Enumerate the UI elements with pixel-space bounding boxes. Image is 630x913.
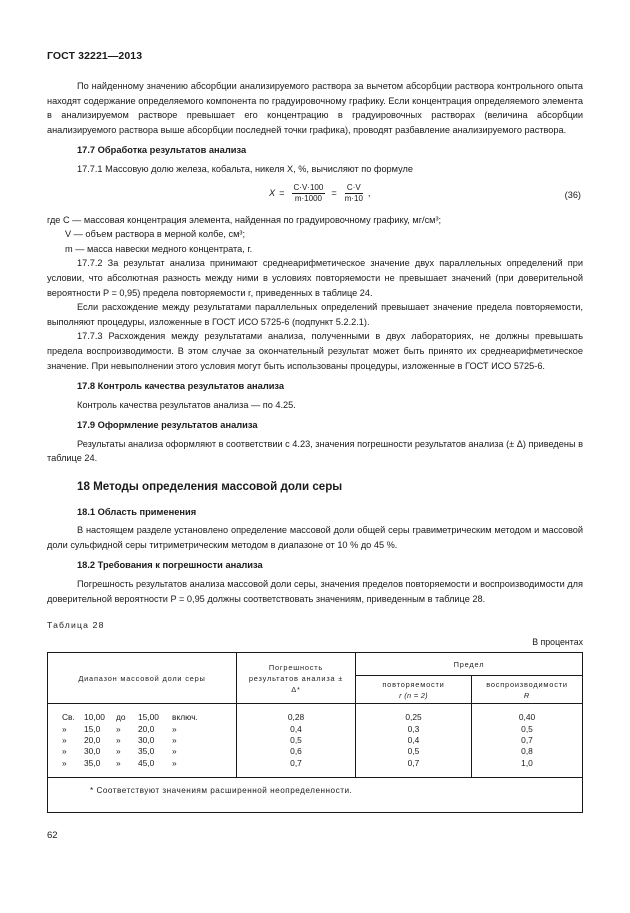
section-18-title: 18 Методы определения массовой доли серы: [77, 480, 343, 494]
range-to: 30,0: [138, 735, 155, 745]
error-value: 0,7: [290, 757, 302, 768]
formula-tail: ,: [367, 187, 371, 198]
paragraph-18-2: Погрешность результатов анализа массовой доли серы, значения пределов повторяемости и воспроизводимости для доверительной вероятности P = 0,95 должны соответствовать значениям, приведенным в таблице 28.: [47, 579, 583, 604]
document-header: ГОСТ 32221—2013: [47, 50, 143, 62]
table-caption: Таблица 28: [47, 620, 105, 631]
header-limit: Предел: [356, 653, 583, 676]
formula-equals-2: =: [331, 187, 337, 198]
table-units: В процентах: [532, 636, 583, 647]
range-prefix: »: [62, 746, 67, 757]
section-18-2-title: 18.2 Требования к погрешности анализа: [77, 560, 263, 571]
page-number: 62: [47, 830, 58, 841]
range-row: [48, 758, 236, 769]
header-range: [48, 653, 237, 704]
range-tail: »: [172, 723, 177, 734]
error-value: 0,5: [290, 735, 302, 745]
equation-number: (36): [564, 189, 581, 200]
header-reproducibility-text: воспроизводимости: [486, 679, 568, 689]
reproducibility-value: 0,7: [521, 735, 533, 745]
section-17-8-title: 17.8 Контроль качества результатов анализа: [77, 381, 285, 392]
header-repeatability: [356, 676, 472, 704]
where-line-3: m — масса навески медного концентрата, г.: [65, 243, 253, 254]
range-mid: до: [116, 712, 126, 723]
header-repeatability-sub: r (n = 2): [399, 690, 428, 700]
reproducibility-value: 0,8: [521, 746, 533, 757]
range-tail: »: [172, 746, 177, 757]
header-repeatability-text: повторяемости: [382, 679, 445, 689]
fraction-1-denominator: m·1000: [294, 193, 322, 203]
header-reproducibility-sub: R: [523, 690, 531, 700]
range-to: 35,0: [138, 746, 155, 757]
range-tail: »: [172, 757, 177, 768]
range-from: 35,0: [84, 757, 101, 768]
range-mid: »: [116, 723, 121, 734]
paragraph-17-7-2-cont: Если расхождение между результатами параллельных определений превышает значение предела повторяемости, выполняют процедуры, изложенные в ГОСТ ИСО 5725-6 (подпункт 5.2.2.1).: [47, 302, 583, 327]
range-to: 15,00: [138, 712, 159, 723]
range-tail: »: [172, 735, 177, 745]
range-from: 10,00: [84, 712, 105, 723]
error-value: 0,4: [290, 723, 302, 734]
range-prefix: Св.: [62, 712, 75, 723]
fraction-1-numerator: C·V·100: [293, 182, 324, 192]
section-17-7-title: 17.7 Обработка результатов анализа: [77, 145, 247, 156]
range-from: 15,0: [84, 723, 101, 734]
range-column: [48, 704, 237, 777]
reproducibility-value: 0,5: [521, 723, 533, 734]
where-line-1: где C — массовая концентрация элемента, найденная по градуировочному графику, мг/см³;: [47, 214, 442, 225]
reproducibility-value: 0,40: [518, 712, 536, 723]
error-column: [237, 704, 356, 777]
range-to: 20,0: [138, 723, 155, 734]
repeatability-column: [356, 704, 472, 777]
range-mid: »: [116, 757, 121, 768]
error-value: 0,28: [287, 712, 305, 723]
reproducibility-value: 1,0: [521, 757, 533, 768]
fraction-2-denominator: m·10: [344, 193, 363, 203]
table-28: [47, 652, 583, 813]
header-range-text: Диапазон массовой доли серы: [78, 673, 206, 683]
header-error-text: Погрешность результатов анализа ± Δ*: [248, 662, 344, 694]
range-from: 30,0: [84, 746, 101, 757]
repeatability-value: 0,5: [407, 746, 420, 757]
range-row: [48, 735, 236, 746]
formula-fraction-1: [292, 183, 326, 204]
intro-paragraph: По найденному значению абсорбции анализируемого раствора за вычетом абсорбции раствора контрольного опыта находят содержание определяемого компонента по градуировочному графику. Если концентрация определяемого элемента в анализируемом растворе превышает его концентрацию в градуировочных растворах (величина абсорбции анализируемого раствора выше абсорбции последней точки графика), проводят разбавление анализируемого раствора.: [47, 81, 583, 135]
error-value: 0,6: [290, 746, 302, 757]
formula-equals: =: [279, 187, 285, 198]
formula-lhs: X: [269, 187, 276, 198]
formula-36: [47, 181, 583, 211]
section-18-1-title: 18.1 Область применения: [77, 506, 197, 517]
range-mid: »: [116, 746, 121, 757]
repeatability-value: 0,3: [407, 723, 420, 734]
range-prefix: »: [62, 757, 67, 768]
range-prefix: »: [62, 723, 67, 734]
range-from: 20,0: [84, 735, 101, 745]
paragraph-17-7-3: 17.7.3 Расхождения между результатами анализа, полученными в двух лабораториях, не должны превышать предела воспроизводимости. В этом случае за окончательный результат может быть принято их среднеарифметическое значение. При невыполнении этого условия могут быть использованы процедуры, изложенные в ГОСТ ИСО 5725-6.: [47, 331, 583, 371]
header-error: [237, 653, 356, 704]
range-mid: »: [116, 735, 121, 745]
repeatability-value: 0,4: [407, 735, 420, 745]
range-row: [48, 746, 236, 757]
range-prefix: »: [62, 735, 67, 745]
range-row: [48, 712, 236, 723]
where-line-2: V — объем раствора в мерной колбе, см³;: [65, 229, 246, 240]
range-row: [48, 724, 236, 735]
repeatability-value: 0,25: [405, 712, 422, 723]
reproducibility-column: [472, 704, 583, 777]
paragraph-17-7-1: 17.7.1 Массовую долю железа, кобальта, никеля X, %, вычисляют по формуле: [77, 163, 413, 174]
formula-fraction-2: [343, 183, 365, 204]
header-reproducibility: [472, 676, 583, 704]
fraction-2-numerator: C·V: [346, 182, 361, 192]
paragraph-17-8: Контроль качества результатов анализа — по 4.25.: [77, 399, 296, 410]
range-to: 45,0: [138, 757, 155, 768]
range-tail: включ.: [172, 712, 198, 723]
paragraph-17-9: Результаты анализа оформляют в соответствии с 4.23, значения погрешности результатов анализа (± Δ) приведены в таблице 24.: [47, 438, 583, 464]
paragraph-17-7-2: 17.7.2 За результат анализа принимают среднеарифметическое значение двух параллельных определений при условии, что абсолютная разность между ними в условиях повторяемости не превышает значений (при доверительной вероятности P = 0,95) предела повторяемости r, приведенных в таблице 24.: [47, 258, 583, 298]
repeatability-value: 0,7: [407, 757, 420, 768]
page-content: [47, 79, 583, 813]
table-footnote: * Соответствуют значениям расширенной неопределенности.: [48, 777, 583, 813]
paragraph-18-1: В настоящем разделе установлено определение массовой доли общей серы гравиметрическим методом и массовой доли сульфидной серы титриметрическим методом в диапазоне от 10 % до 45 %.: [47, 525, 583, 550]
section-17-9-title: 17.9 Оформление результатов анализа: [77, 420, 258, 431]
